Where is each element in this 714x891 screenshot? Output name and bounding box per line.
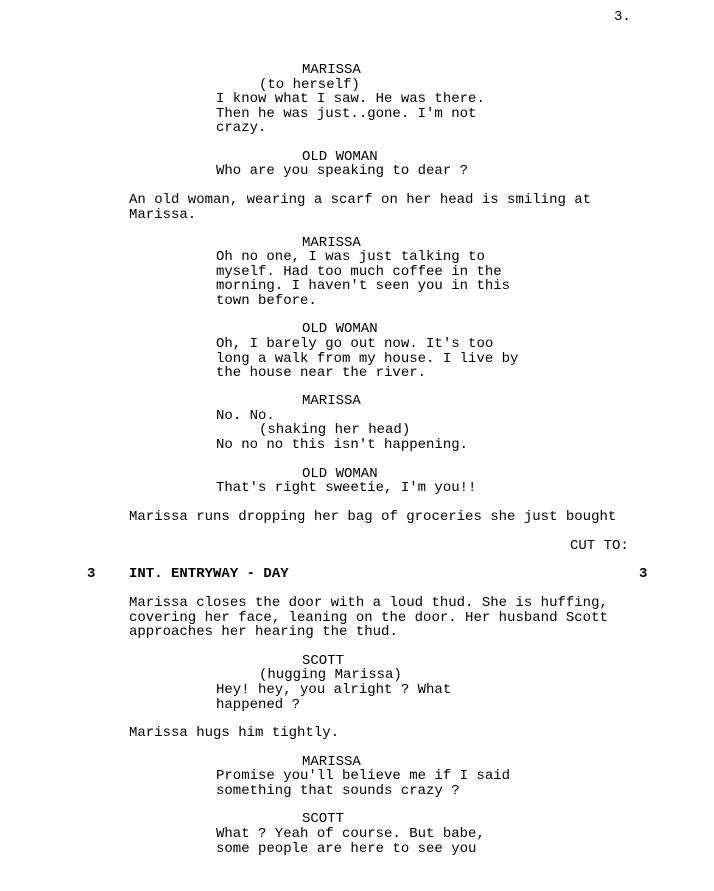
dialogue: Oh no one, I was just talking to myself. Had too much coffee in the morning. I haven't seen you in this town before. bbox=[216, 249, 511, 309]
scene-number-left: 3 bbox=[87, 566, 96, 582]
transition: CUT TO: bbox=[570, 538, 629, 554]
character-name: MARISSA bbox=[302, 393, 361, 409]
page-number: 3. bbox=[614, 9, 631, 25]
dialogue: I know what I saw. He was there. Then he was just..gone. I'm not crazy. bbox=[216, 91, 485, 136]
character-name: SCOTT bbox=[302, 811, 345, 827]
action-line: Marissa closes the door with a loud thud. She is huffing, covering her face, leaning on the door. Her husband Scott approaches her hearing the thud. bbox=[129, 595, 608, 640]
dialogue: What ? Yeah of course. But babe, some people are here to see you bbox=[216, 826, 485, 857]
parenthetical: (shaking her head) bbox=[259, 422, 411, 438]
character-name: MARISSA bbox=[302, 62, 361, 78]
parenthetical: (to herself) bbox=[259, 77, 360, 93]
character-name: OLD WOMAN bbox=[302, 149, 378, 165]
character-name: OLD WOMAN bbox=[302, 321, 378, 337]
character-name: MARISSA bbox=[302, 235, 361, 251]
action-line: An old woman, wearing a scarf on her head is smiling at Marissa. bbox=[129, 192, 592, 223]
dialogue: No no no this isn't happening. bbox=[216, 437, 469, 453]
character-name: MARISSA bbox=[302, 754, 361, 770]
dialogue: No. No. bbox=[216, 408, 275, 424]
parenthetical: (hugging Marissa) bbox=[259, 667, 402, 683]
action-line: Marissa runs dropping her bag of groceries she just bought bbox=[129, 509, 617, 525]
dialogue: That's right sweetie, I'm you!! bbox=[216, 480, 477, 496]
scene-heading: INT. ENTRYWAY - DAY bbox=[129, 566, 289, 582]
action-line: Marissa hugs him tightly. bbox=[129, 725, 340, 741]
scene-number-right: 3 bbox=[639, 566, 648, 582]
dialogue: Who are you speaking to dear ? bbox=[216, 163, 469, 179]
dialogue: Promise you'll believe me if I said something that sounds crazy ? bbox=[216, 768, 511, 799]
character-name: OLD WOMAN bbox=[302, 466, 378, 482]
character-name: SCOTT bbox=[302, 653, 345, 669]
dialogue: Oh, I barely go out now. It's too long a walk from my house. I live by the house near the river. bbox=[216, 336, 519, 381]
dialogue: Hey! hey, you alright ? What happened ? bbox=[216, 682, 452, 713]
